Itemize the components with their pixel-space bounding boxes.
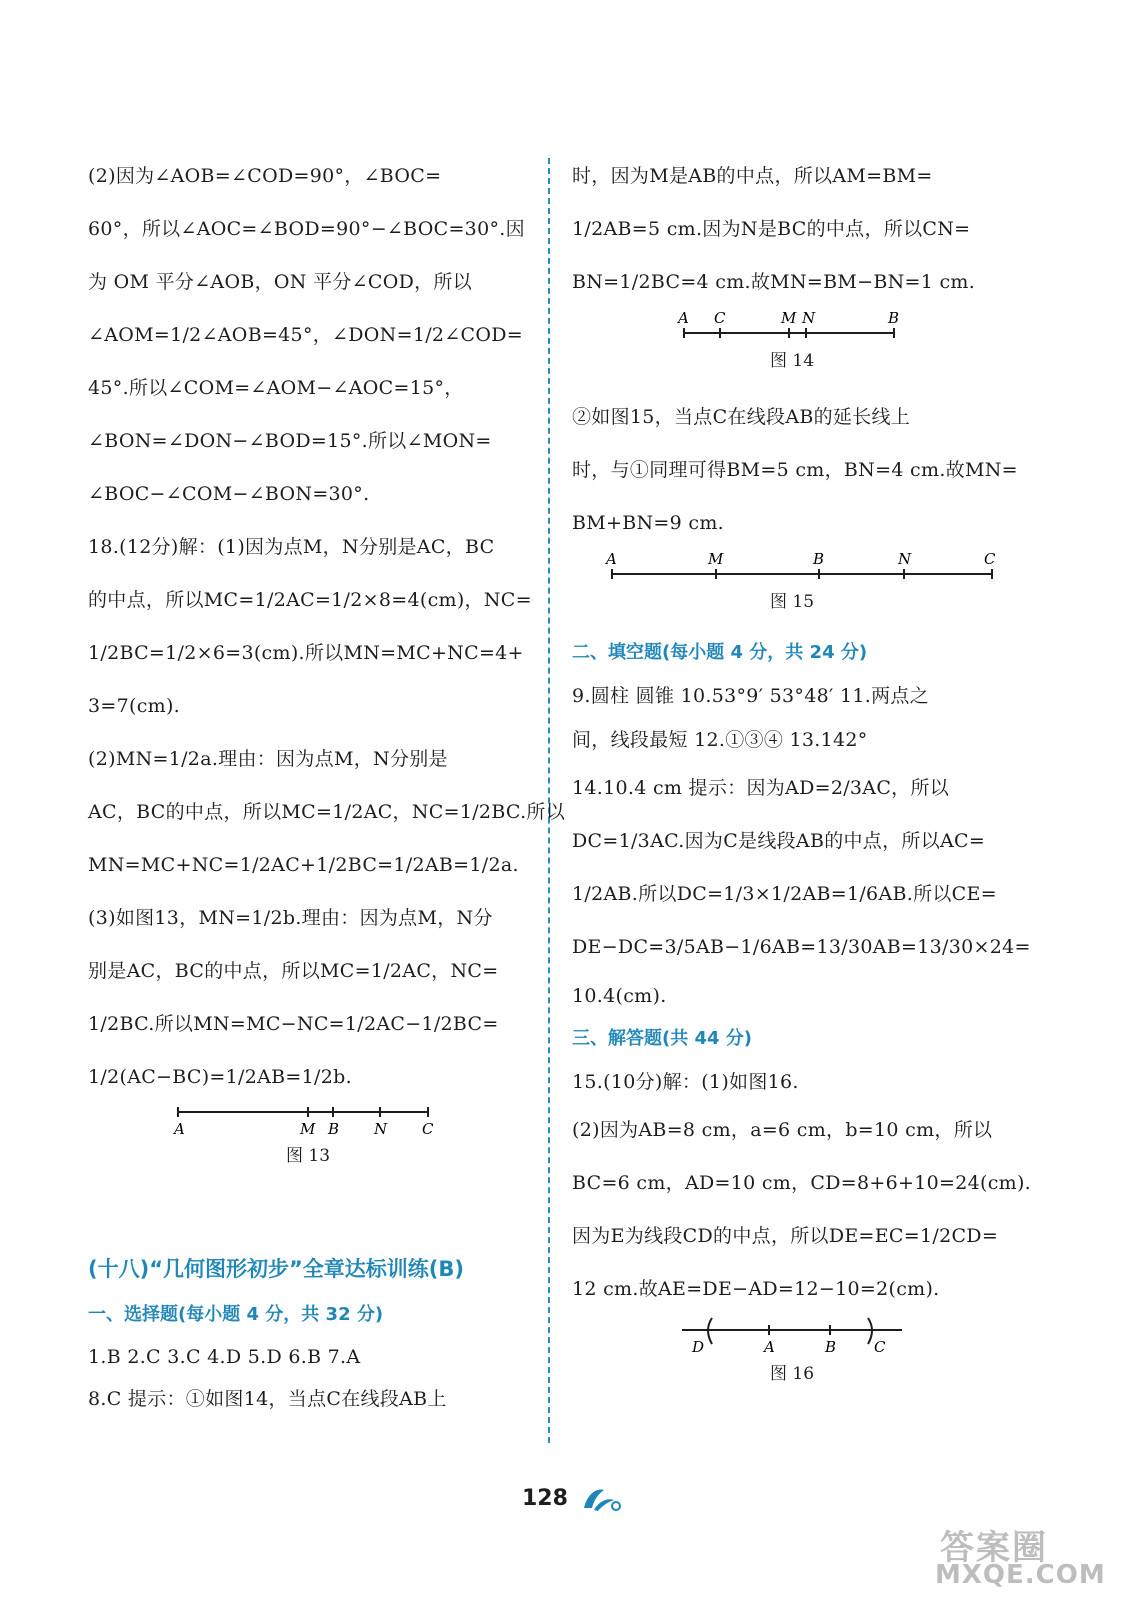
point-label: D (692, 1338, 705, 1356)
text-line: ∠BOC−∠COM−∠BON=30°. (88, 483, 370, 505)
text-line: DE−DC=3/5AB−1/6AB=13/30AB=13/30×24= (572, 936, 1031, 958)
text-line: 间，线段最短 12.①③④ 13.142° (572, 729, 868, 751)
point-label: M (781, 309, 797, 327)
point-label: N (898, 550, 912, 568)
point-label: M (708, 550, 724, 568)
text-line: DC=1/3AC.因为C是线段AB的中点，所以AC= (572, 830, 986, 852)
text-line: 别是AC，BC的中点，所以MC=1/2AC，NC= (88, 960, 499, 982)
point-label: N (374, 1120, 388, 1138)
text-line: 12 cm.故AE=DE−AD=12−10=2(cm). (572, 1278, 940, 1300)
text-line: 因为E为线段CD的中点，所以DE=EC=1/2CD= (572, 1225, 999, 1247)
text-line: BM+BN=9 cm. (572, 512, 724, 534)
text-line: 时，因为M是AB的中点，所以AM=BM= (572, 165, 933, 187)
point-label: A (764, 1338, 775, 1356)
text-line: (3)如图13，MN=1/2b.理由：因为点M，N分 (88, 907, 493, 929)
text-line: 60°，所以∠AOC=∠BOD=90°−∠BOC=30°.因 (88, 218, 525, 240)
point-label: A (174, 1120, 185, 1138)
text-line: 1/2AB=5 cm.因为N是BC的中点，所以CN= (572, 218, 971, 240)
point-label: B (813, 550, 825, 568)
leaf-ornament-icon (580, 1484, 624, 1514)
section-heading: 一、选择题(每小题 4 分，共 32 分) (88, 1304, 384, 1325)
figure-15-diagram (582, 550, 1002, 584)
figure-16 (572, 1316, 1012, 1392)
answers-line: 8.C 提示：①如图14，当点C在线段AB上 (88, 1388, 447, 1410)
figure-15 (572, 550, 1012, 620)
section-heading: 三、解答题(共 44 分) (572, 1028, 753, 1049)
figure-16-diagram (672, 1316, 912, 1356)
point-label: B (825, 1338, 837, 1356)
text-line: 10.4(cm). (572, 985, 667, 1007)
text-line: 的中点，所以MC=1/2AC=1/2×8=4(cm)，NC= (88, 589, 532, 611)
text-line: ②如图15，当点C在线段AB的延长线上 (572, 406, 911, 428)
text-line: ∠BON=∠DON−∠BOD=15°.所以∠MON= (88, 430, 492, 452)
point-label: M (300, 1120, 316, 1138)
text-line: (2)因为AB=8 cm，a=6 cm，b=10 cm，所以 (572, 1119, 993, 1141)
text-line: 为 OM 平分∠AOB，ON 平分∠COD，所以 (88, 271, 472, 293)
left-column (88, 150, 566, 1420)
text-line: 3=7(cm). (88, 695, 181, 717)
point-label: A (678, 309, 689, 327)
point-label: C (984, 550, 996, 568)
text-line: (2)MN=1/2a.理由：因为点M，N分别是 (88, 748, 448, 770)
point-label: C (422, 1120, 434, 1138)
figure-14-diagram (672, 309, 912, 343)
text-line: 18.(12分)解：(1)因为点M，N分别是AC，BC (88, 536, 495, 558)
point-label: C (874, 1338, 886, 1356)
point-label: N (802, 309, 816, 327)
text-line: 1/2BC=1/2×6=3(cm).所以MN=MC+NC=4+ (88, 642, 524, 664)
point-label: B (328, 1120, 340, 1138)
text-line: MN=MC+NC=1/2AC+1/2BC=1/2AB=1/2a. (88, 854, 519, 876)
figure-caption: 图 14 (769, 351, 815, 371)
answers-line: 1.B 2.C 3.C 4.D 5.D 6.B 7.A (88, 1346, 361, 1368)
figure-13-diagram (168, 1104, 448, 1138)
text-line: 9.圆柱 圆锥 10.53°9′ 53°48′ 11.两点之 (572, 685, 929, 707)
text-line: ∠AOM=1/2∠AOB=45°，∠DON=1/2∠COD= (88, 324, 523, 346)
figure-caption: 图 13 (285, 1146, 331, 1166)
figure-caption: 图 15 (769, 592, 815, 612)
point-label: C (714, 309, 726, 327)
text-line: (2)因为∠AOB=∠COD=90°，∠BOC= (88, 165, 442, 187)
point-label: B (888, 309, 900, 327)
figure-caption: 图 16 (769, 1364, 815, 1384)
text-line: 14.10.4 cm 提示：因为AD=2/3AC，所以 (572, 777, 950, 799)
figure-14 (572, 309, 1012, 379)
watermark-url: MXQE.COM (935, 1560, 1106, 1590)
text-line: BN=1/2BC=4 cm.故MN=BM−BN=1 cm. (572, 271, 976, 293)
text-line: 15.(10分)解：(1)如图16. (572, 1071, 799, 1093)
point-label: A (606, 550, 617, 568)
section-heading: 二、填空题(每小题 4 分，共 24 分) (572, 642, 868, 663)
text-line: 1/2AB.所以DC=1/3×1/2AB=1/6AB.所以CE= (572, 883, 997, 905)
left-lines (88, 150, 566, 1104)
text-line: 1/2(AC−BC)=1/2AB=1/2b. (88, 1066, 352, 1088)
text-line: BC=6 cm，AD=10 cm，CD=8+6+10=24(cm). (572, 1172, 1032, 1194)
watermark-text: 答案圈 (940, 1528, 1048, 1568)
chapter-title: (十八)“几何图形初步”全章达标训练(B) (88, 1257, 464, 1281)
page-number: 128 (522, 1486, 568, 1511)
figure-13 (88, 1104, 528, 1174)
text-line: 时，与①同理可得BM=5 cm，BN=4 cm.故MN= (572, 459, 1018, 481)
right-column (572, 150, 1032, 1392)
text-line: AC，BC的中点，所以MC=1/2AC，NC=1/2BC.所以 (88, 801, 566, 823)
text-line: 45°.所以∠COM=∠AOM−∠AOC=15°， (88, 377, 464, 399)
text-line: 1/2BC.所以MN=MC−NC=1/2AC−1/2BC= (88, 1013, 499, 1035)
